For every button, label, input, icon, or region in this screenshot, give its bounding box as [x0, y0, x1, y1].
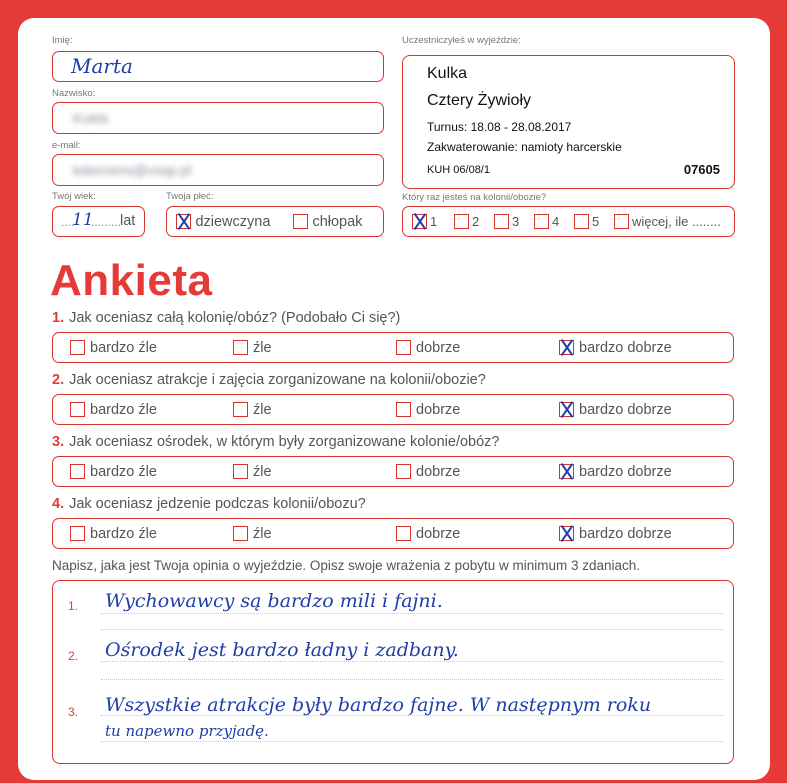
age-dots-before: .... — [61, 215, 75, 229]
question-4-number: 4. — [52, 496, 65, 512]
question-3 — [52, 434, 499, 450]
q1-option-very-bad[interactable] — [70, 339, 157, 357]
q4-option-very-good[interactable] — [559, 525, 672, 543]
q3-very-good-label: bardzo dobrze — [579, 463, 672, 480]
q2-good-label: dobrze — [416, 401, 461, 418]
question-4-options — [52, 518, 734, 549]
q3-very-bad-label: bardzo źle — [90, 463, 157, 480]
gender-field — [166, 206, 384, 237]
times-4-checkbox[interactable] — [534, 214, 549, 229]
question-2-text: Jak oceniasz atrakcje i zajęcia zorganizowane na kolonii/obozie? — [69, 372, 486, 388]
q4-bad-label: źle — [253, 525, 272, 542]
times-option-1[interactable] — [412, 213, 437, 231]
survey-title: Ankieta — [50, 256, 213, 305]
times-option-5[interactable] — [574, 213, 599, 231]
name-label: Imię: — [52, 35, 73, 46]
q1-bad-label: źle — [253, 339, 272, 356]
q1-option-bad[interactable] — [233, 339, 272, 357]
gender-girl-label: dziewczyna — [195, 213, 271, 230]
camp-info-box — [402, 55, 735, 189]
q3-very-bad-checkbox[interactable] — [70, 464, 85, 479]
turnus-label: Turnus: — [427, 120, 468, 134]
q3-option-good[interactable] — [396, 463, 460, 481]
q2-good-checkbox[interactable] — [396, 402, 411, 417]
times-1-label: 1 — [430, 214, 438, 230]
q4-option-good[interactable] — [396, 525, 460, 543]
email-label: e-mail: — [52, 140, 81, 151]
question-1-number: 1. — [52, 310, 65, 326]
q2-very-good-checkbox[interactable] — [559, 402, 574, 417]
answer-3-number: 3. — [68, 705, 79, 719]
answer-2-line-1: Ośrodek jest bardzo ładny i zadbany. — [105, 639, 459, 661]
question-4 — [52, 496, 366, 512]
q4-good-label: dobrze — [416, 525, 461, 542]
q3-good-label: dobrze — [416, 463, 461, 480]
question-2-number: 2. — [52, 372, 65, 388]
times-more-label: więcej, ile ........ — [632, 214, 721, 230]
q2-option-very-good[interactable] — [559, 401, 672, 419]
camp-code: KUH 06/08/1 — [427, 164, 490, 176]
answer-1-number: 1. — [68, 599, 79, 613]
times-4-label: 4 — [552, 214, 560, 230]
surname-label: Nazwisko: — [52, 88, 96, 99]
q4-very-bad-label: bardzo źle — [90, 525, 157, 542]
q2-option-bad[interactable] — [233, 401, 272, 419]
times-3-label: 3 — [512, 214, 520, 230]
times-label: Który raz jesteś na kolonii/obozie? — [402, 192, 547, 203]
q2-very-bad-label: bardzo źle — [90, 401, 157, 418]
times-more-checkbox[interactable] — [614, 214, 629, 229]
age-label: Twój wiek: — [52, 191, 96, 202]
times-option-2[interactable] — [454, 213, 479, 231]
q3-option-very-bad[interactable] — [70, 463, 157, 481]
q1-good-label: dobrze — [416, 339, 461, 356]
q2-very-good-label: bardzo dobrze — [579, 401, 672, 418]
q3-bad-checkbox[interactable] — [233, 464, 248, 479]
q2-bad-checkbox[interactable] — [233, 402, 248, 417]
camp-label: Uczestniczyłeś w wyjeździe: — [402, 35, 521, 46]
q1-very-bad-label: bardzo źle — [90, 339, 157, 356]
answer-2-number: 2. — [68, 649, 79, 663]
camp-subtitle: Cztery Żywioły — [427, 92, 532, 109]
answer-rule — [101, 661, 723, 662]
times-2-label: 2 — [472, 214, 480, 230]
q3-option-bad[interactable] — [233, 463, 272, 481]
times-field — [402, 206, 735, 237]
name-value: Marta — [71, 54, 133, 78]
q2-very-bad-checkbox[interactable] — [70, 402, 85, 417]
times-5-label: 5 — [592, 214, 600, 230]
q1-very-bad-checkbox[interactable] — [70, 340, 85, 355]
question-2-options — [52, 394, 734, 425]
camp-accommodation — [427, 140, 622, 154]
surname-field[interactable] — [52, 102, 384, 134]
answer-rule — [101, 679, 723, 680]
times-1-checkbox[interactable] — [412, 214, 427, 229]
name-field[interactable] — [52, 51, 384, 82]
q1-good-checkbox[interactable] — [396, 340, 411, 355]
question-3-number: 3. — [52, 434, 65, 450]
accommodation-label: Zakwaterowanie: — [427, 140, 518, 154]
answer-rule — [101, 629, 723, 630]
q1-very-good-label: bardzo dobrze — [579, 339, 672, 356]
q3-option-very-good[interactable] — [559, 463, 672, 481]
times-5-checkbox[interactable] — [574, 214, 589, 229]
opinion-box[interactable] — [52, 580, 734, 764]
question-3-text: Jak oceniasz ośrodek, w którym były zorganizowane kolonie/obóz? — [69, 434, 500, 450]
q4-bad-checkbox[interactable] — [233, 526, 248, 541]
camp-turnus — [427, 120, 571, 134]
q4-option-very-bad[interactable] — [70, 525, 157, 543]
times-2-checkbox[interactable] — [454, 214, 469, 229]
gender-label: Twoja płeć: — [166, 191, 214, 202]
q1-very-good-checkbox[interactable] — [559, 340, 574, 355]
answer-rule — [101, 741, 723, 742]
camp-number: 07605 — [683, 162, 720, 177]
q4-very-bad-checkbox[interactable] — [70, 526, 85, 541]
q3-bad-label: źle — [253, 463, 272, 480]
surname-value: Kukla — [73, 110, 109, 126]
email-value: kdavrsms@vsap.pl — [73, 162, 192, 178]
times-option-more[interactable] — [614, 213, 721, 231]
q2-bad-label: źle — [253, 401, 272, 418]
q1-option-good[interactable] — [396, 339, 460, 357]
gender-option-boy[interactable] — [293, 213, 362, 231]
answer-rule — [101, 613, 723, 614]
answer-3-line-1: Wszystkie atrakcje były bardzo fajne. W następnym roku — [105, 694, 652, 716]
question-3-options — [52, 456, 734, 487]
question-1-text: Jak oceniasz całą kolonię/obóz? (Podobało Ci się?) — [69, 310, 401, 326]
question-4-text: Jak oceniasz jedzenie podczas kolonii/obozu? — [69, 496, 366, 512]
turnus-value: 18.08 - 28.08.2017 — [470, 120, 572, 134]
q4-good-checkbox[interactable] — [396, 526, 411, 541]
gender-boy-checkbox[interactable] — [293, 214, 308, 229]
q4-option-bad[interactable] — [233, 525, 272, 543]
q1-option-very-good[interactable] — [559, 339, 672, 357]
gender-boy-label: chłopak — [312, 213, 363, 230]
question-2 — [52, 372, 486, 388]
answer-3-line-2: tu napewno przyjadę. — [105, 722, 269, 740]
answer-1-line-1: Wychowawcy są bardzo mili i fajni. — [105, 590, 443, 612]
age-field[interactable] — [52, 206, 145, 237]
q4-very-good-label: bardzo dobrze — [579, 525, 672, 542]
accommodation-value: namioty harcerskie — [521, 140, 622, 154]
question-1 — [52, 310, 400, 326]
times-option-4[interactable] — [534, 213, 559, 231]
email-field[interactable] — [52, 154, 384, 186]
survey-sheet — [18, 18, 770, 780]
opinion-prompt: Napisz, jaka jest Twoja opinia o wyjeździe. Opisz swoje wrażenia z pobytu w minimum 3 zdaniach. — [52, 558, 641, 573]
age-value: 11 — [72, 210, 94, 230]
q3-good-checkbox[interactable] — [396, 464, 411, 479]
q1-bad-checkbox[interactable] — [233, 340, 248, 355]
q3-very-good-checkbox[interactable] — [559, 464, 574, 479]
times-3-checkbox[interactable] — [494, 214, 509, 229]
q2-option-good[interactable] — [396, 401, 460, 419]
q4-very-good-checkbox[interactable] — [559, 526, 574, 541]
times-option-3[interactable] — [494, 213, 519, 231]
age-unit: lat — [120, 213, 136, 229]
camp-name: Kulka — [427, 65, 468, 82]
gender-girl-checkbox[interactable] — [176, 214, 191, 229]
gender-option-girl[interactable] — [176, 213, 270, 231]
age-dots-after: ......... — [91, 215, 122, 229]
q2-option-very-bad[interactable] — [70, 401, 157, 419]
question-1-options — [52, 332, 734, 363]
